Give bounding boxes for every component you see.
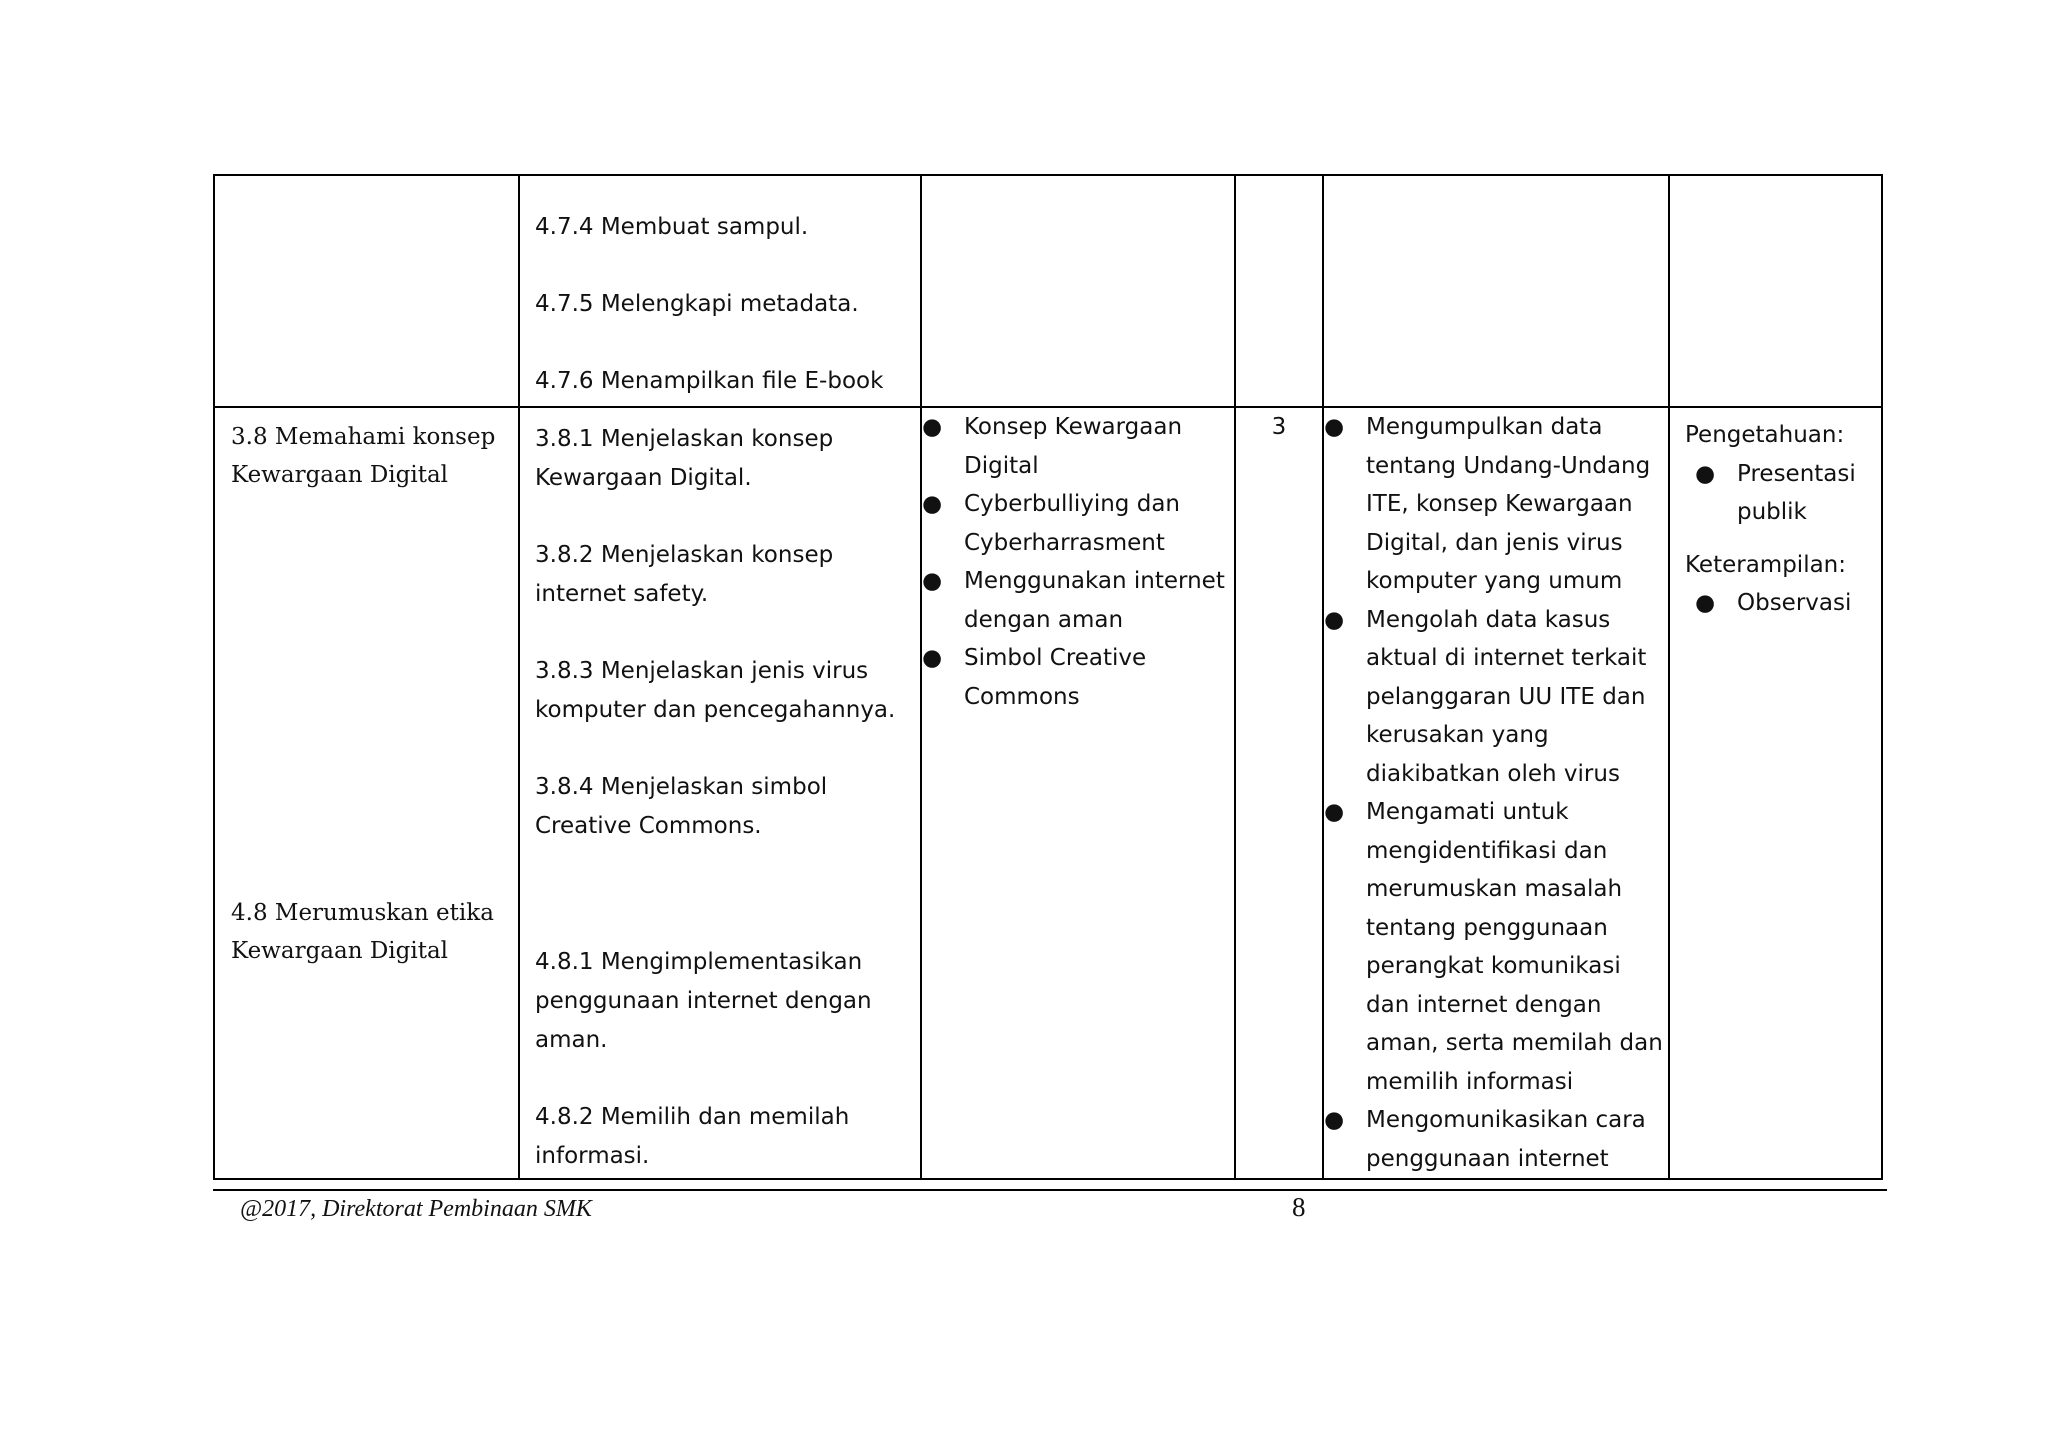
bullet-icon: ●	[1324, 414, 1345, 440]
indicator-text: 3.8.3 Menjelaskan jenis virus komputer dan pencegahannya.	[535, 658, 896, 723]
kegiatan-cell	[1323, 175, 1669, 407]
table-row	[214, 175, 1882, 407]
list-item: ● Cyberbulliying dan Cyberharrasment	[922, 485, 1234, 562]
kd-cell	[214, 407, 519, 1179]
indicator-text: 3.8.1 Menjelaskan konsep Kewargaan Digital.	[535, 426, 834, 491]
list-item: ● Mengolah data kasus aktual di internet terkait pelanggaran UU ITE dan kerusakan yang diakibatkan oleh virus	[1324, 601, 1668, 794]
bullet-icon: ●	[1695, 460, 1716, 487]
indicator-cell	[519, 407, 921, 1179]
materi-cell	[921, 175, 1235, 407]
bullet-icon: ●	[1324, 606, 1345, 633]
kegiatan-cell	[1323, 407, 1669, 1179]
list-item: ● Konsep Kewargaan Digital	[922, 408, 1234, 485]
indicator-text: 3.8.4 Menjelaskan simbol Creative Commons.	[535, 774, 828, 839]
penilaian-cell	[1669, 175, 1882, 407]
syllabus-table	[213, 174, 1883, 1180]
indicator-text: 4.8.1 Mengimplementasikan penggunaan internet dengan aman.	[535, 949, 872, 1053]
indicator-cell	[519, 175, 921, 407]
materi-list	[922, 408, 1234, 716]
kd-text: 4.8 Merumuskan etika Kewargaan Digital	[231, 900, 494, 964]
indicator-text: 4.8.2 Memilih dan memilah informasi.	[535, 1104, 850, 1169]
indicator-text: 4.7.5 Melengkapi metadata.	[535, 291, 859, 317]
list-item: ● Mengamati untuk mengidentifikasi dan merumuskan masalah tentang penggunaan perangkat komunikasi dan internet dengan aman, serta memilah dan memilih informasi	[1324, 793, 1668, 1101]
list-item: ● Menggunakan internet dengan aman	[922, 562, 1234, 639]
list-item: ● Mengomunikasikan cara penggunaan internet	[1324, 1101, 1668, 1178]
bullet-icon: ●	[1324, 799, 1345, 825]
penilaian-cell	[1669, 407, 1882, 1179]
materi-cell	[921, 407, 1235, 1179]
list-item: ● Mengumpulkan data tentang Undang-Undang ITE, konsep Kewargaan Digital, dan jenis virus komputer yang umum	[1324, 408, 1668, 601]
list-item: ● Presentasi publik	[1695, 455, 1875, 532]
footer-copyright: @2017, Direktorat Pembinaan SMK	[240, 1196, 592, 1222]
list-item: ● Observasi	[1695, 584, 1875, 623]
bullet-icon: ●	[922, 414, 943, 440]
bullet-icon: ●	[922, 568, 943, 594]
indicator-text: 4.7.6 Menampilkan file E-book	[535, 368, 884, 394]
penilaian-label: Keterampilan:	[1685, 551, 1847, 578]
penilaian-list	[1685, 584, 1875, 623]
bullet-icon: ●	[922, 491, 943, 517]
penilaian-list	[1685, 455, 1875, 532]
list-item: ● Simbol Creative Commons	[922, 639, 1234, 716]
bullet-icon: ●	[922, 645, 943, 671]
penilaian-label: Pengetahuan:	[1685, 422, 1845, 448]
indicator-text: 3.8.2 Menjelaskan konsep internet safety.	[535, 542, 834, 607]
footer-divider	[213, 1189, 1887, 1191]
table-row	[214, 407, 1882, 1179]
kd-text: 3.8 Memahami konsep Kewargaan Digital	[231, 424, 496, 488]
indicator-text: 4.7.4 Membuat sampul.	[535, 214, 809, 240]
bullet-icon: ●	[1695, 590, 1716, 616]
jp-value: 3	[1271, 414, 1287, 440]
jp-cell	[1235, 407, 1323, 1179]
kd-cell	[214, 175, 519, 407]
page-number: 8	[1292, 1192, 1306, 1222]
bullet-icon: ●	[1324, 1107, 1345, 1133]
jp-cell	[1235, 175, 1323, 407]
kegiatan-list	[1324, 408, 1668, 1178]
